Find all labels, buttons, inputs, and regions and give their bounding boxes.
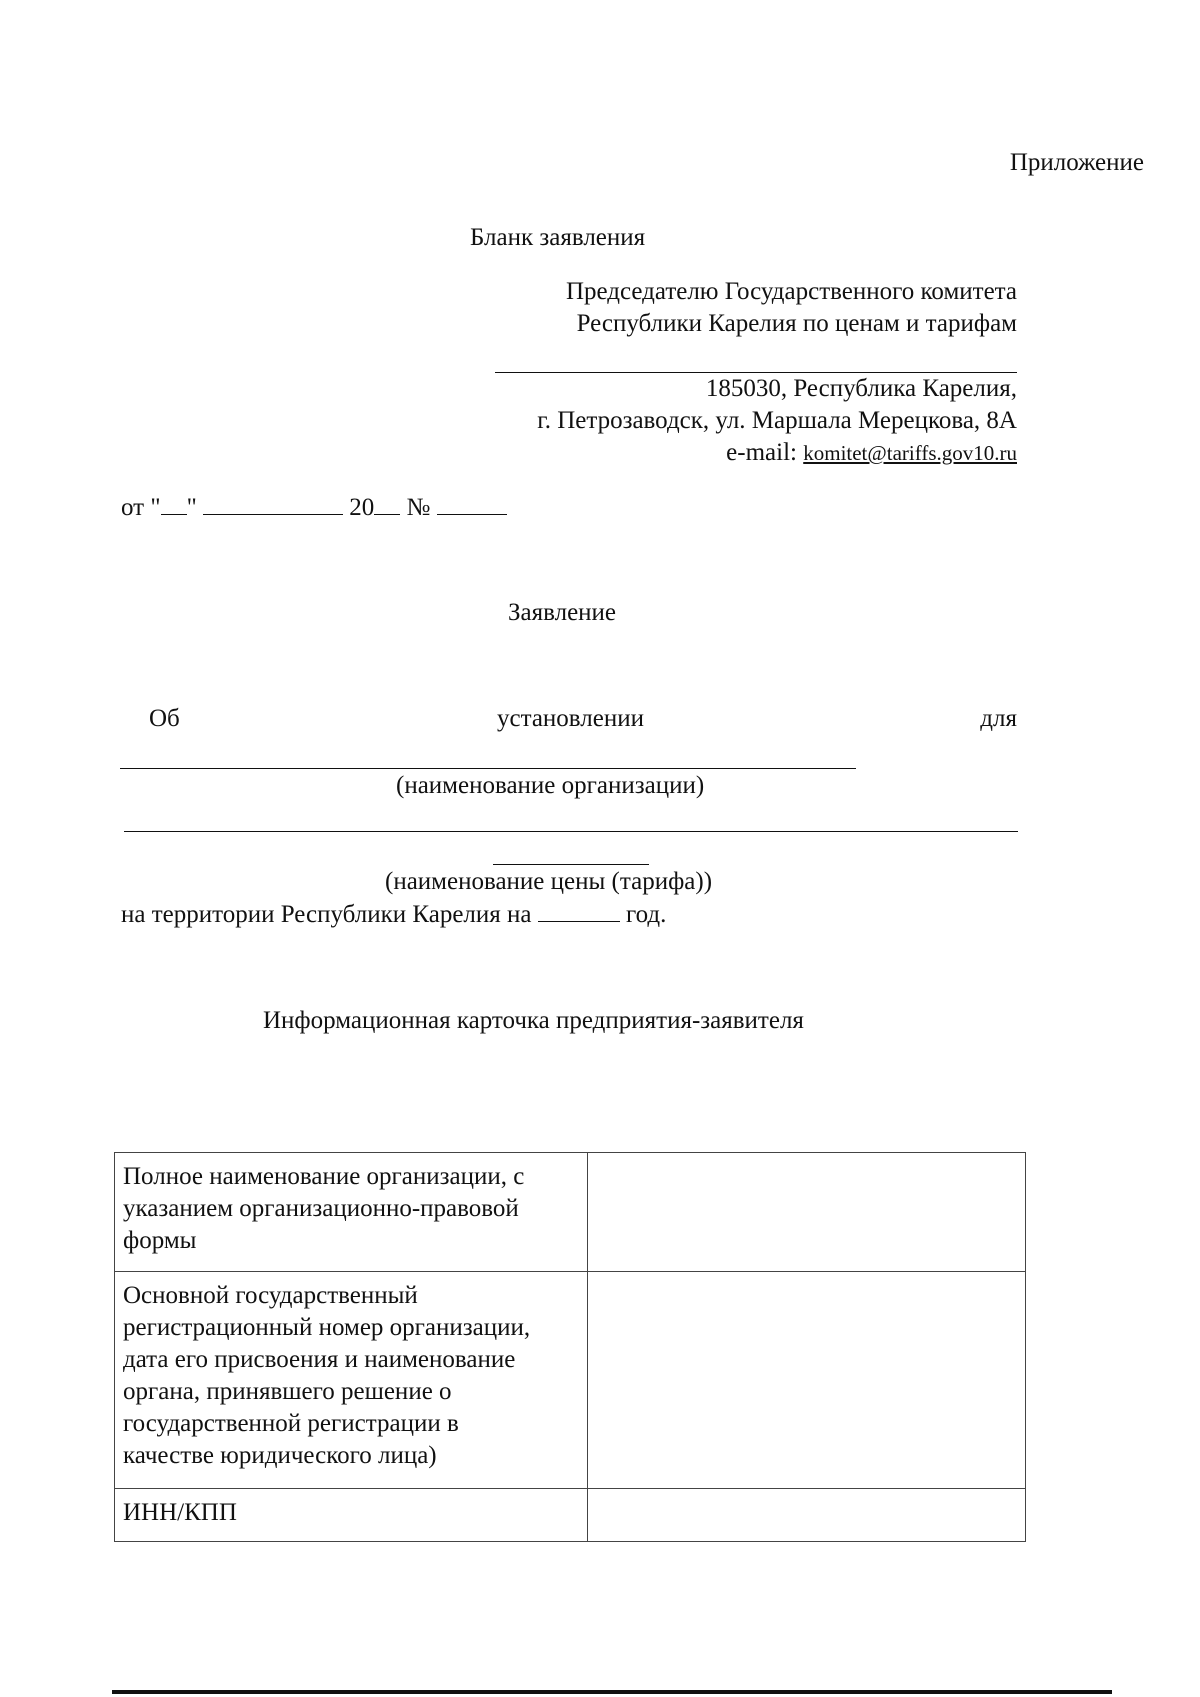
email-line xyxy=(726,437,1017,469)
address-line-2: г. Петрозаводск, ул. Маршала Мерецкова, 8А xyxy=(537,407,1017,434)
row-value-ogrn[interactable] xyxy=(588,1272,1026,1489)
email-link[interactable]: komitet@tariffs.gov10.ru xyxy=(803,441,1017,465)
addressee-line-1: Председателю Государственного комитета xyxy=(565,278,1017,305)
row-label-ogrn: Основной государственный регистрационный номер организации, дата его присвоения и наименование органа, принявшего решение о государственной регистрации в качестве юридического лица) xyxy=(115,1272,588,1489)
year-blank[interactable] xyxy=(374,492,400,515)
row-label-inn-kpp: ИНН/КПП xyxy=(115,1489,588,1542)
bottom-rule xyxy=(112,1690,1112,1694)
statement-word-ustanovlenii: установлении xyxy=(497,705,644,732)
table-row xyxy=(115,1489,1026,1542)
appendix-label: Приложение xyxy=(1009,149,1144,176)
date-prefix: от " xyxy=(121,494,161,521)
row-value-full-name[interactable] xyxy=(588,1153,1026,1272)
statement-word-dlya: для xyxy=(980,705,1017,732)
price-name-blank-1[interactable] xyxy=(124,831,1018,832)
price-name-blank-2[interactable] xyxy=(493,864,649,865)
email-label: e-mail: xyxy=(726,439,797,466)
territory-text: на территории Республики Карелия на xyxy=(121,901,532,928)
organization-name-blank[interactable] xyxy=(120,768,856,769)
territory-year-word: год. xyxy=(626,901,667,928)
statement-title: Заявление xyxy=(508,599,617,626)
price-name-hint: (наименование цены (тарифа)) xyxy=(385,868,713,895)
year-prefix: 20 xyxy=(349,494,375,521)
statement-word-ob: Об xyxy=(149,705,180,732)
row-value-inn-kpp[interactable] xyxy=(588,1489,1026,1542)
info-card-table xyxy=(114,1152,1026,1542)
organization-name-hint: (наименование организации) xyxy=(396,772,705,799)
tariff-year-blank[interactable] xyxy=(538,899,620,922)
addressee-line-2: Республики Карелия по ценам и тарифам xyxy=(576,310,1017,337)
date-quote: " xyxy=(186,494,197,521)
day-blank[interactable] xyxy=(161,492,187,515)
row-label-full-name: Полное наименование организации, с указанием организационно-правовой формы xyxy=(115,1153,588,1272)
info-card-title: Информационная карточка предприятия-заявителя xyxy=(263,1007,804,1034)
address-line-1: 185030, Республика Карелия, xyxy=(705,375,1017,402)
date-number-line xyxy=(121,492,507,524)
month-blank[interactable] xyxy=(203,492,343,515)
number-blank[interactable] xyxy=(437,492,507,515)
table-row xyxy=(115,1153,1026,1272)
number-sign: № xyxy=(406,494,431,521)
form-title: Бланк заявления xyxy=(470,224,646,251)
territory-line xyxy=(121,899,666,931)
table-row xyxy=(115,1272,1026,1489)
